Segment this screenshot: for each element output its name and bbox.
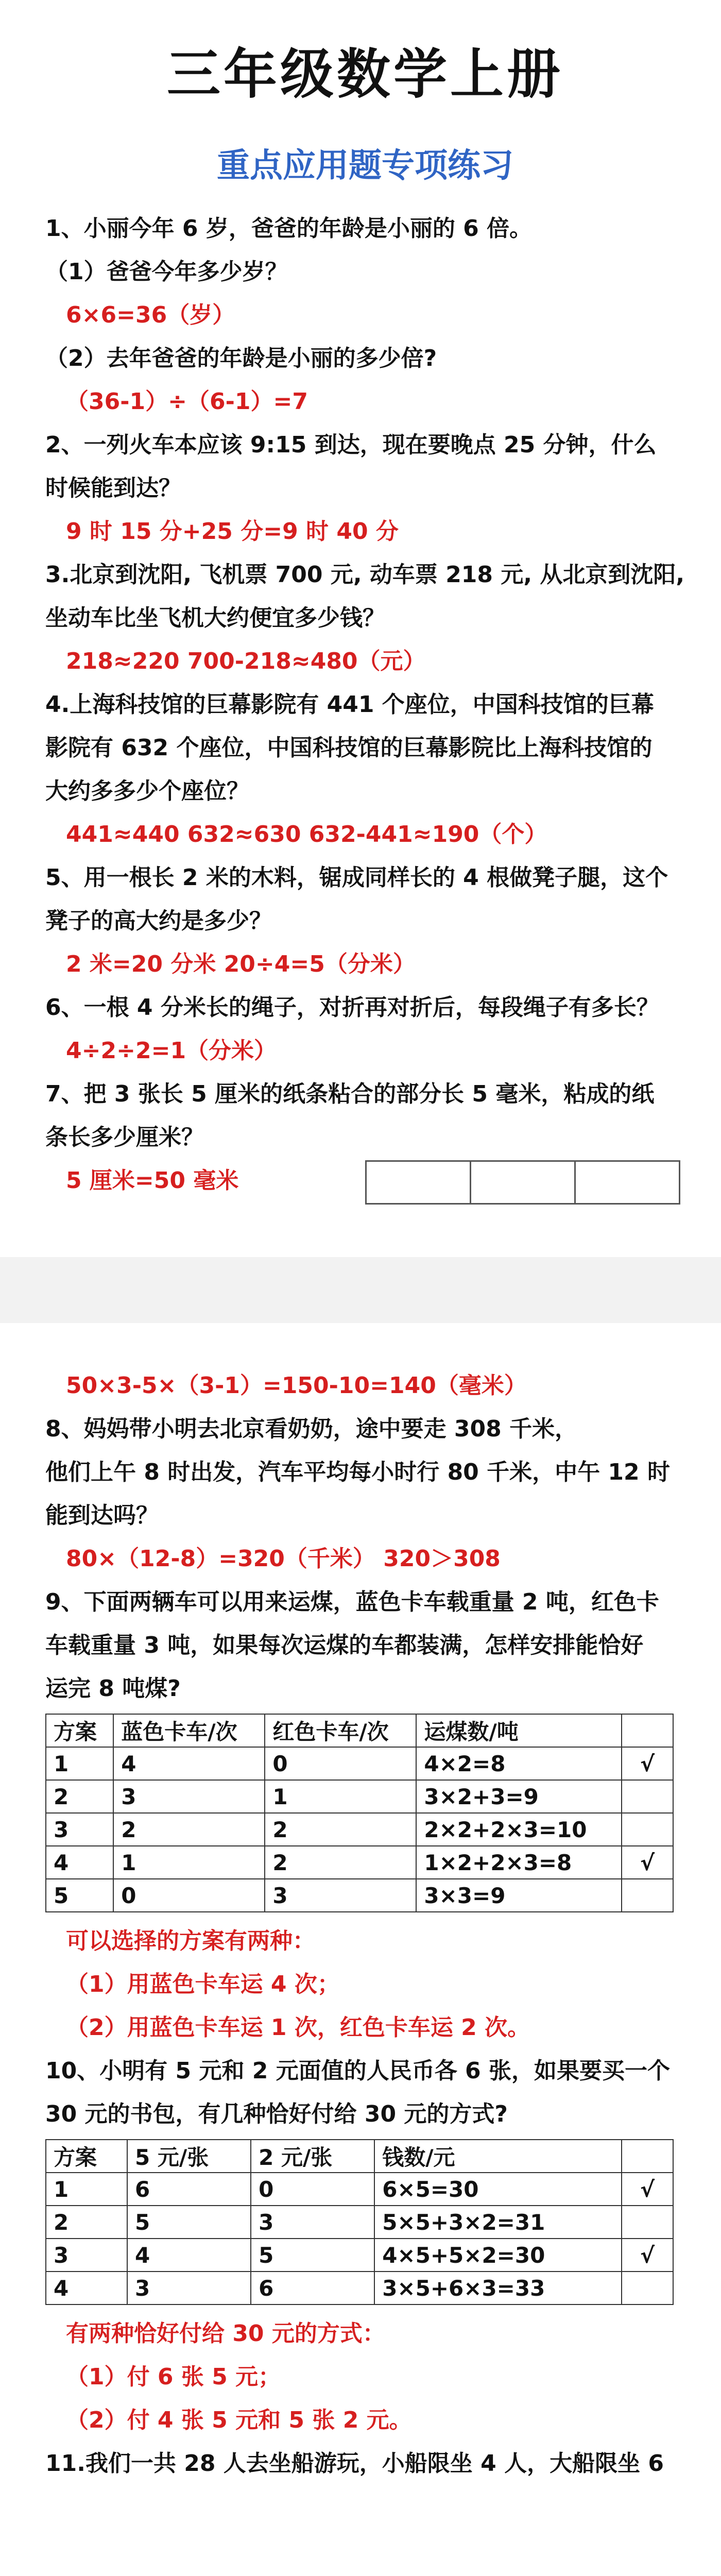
q3-line2: 坐动车比坐飞机大约便宜多少钱？ bbox=[45, 605, 385, 631]
q8-line2: 他们上午 8 时出发，汽车平均每小时行 80 千米，中午 12 时 bbox=[45, 1459, 670, 1485]
table-cell: 3×2+3=9 bbox=[416, 1780, 622, 1813]
q1-part2: （2）去年爸爸的年龄是小丽的多少倍? bbox=[45, 345, 437, 371]
q9-answer-title: 可以选择的方案有两种： bbox=[66, 1928, 315, 1954]
page-subtitle: 重点应用题专项练习 bbox=[217, 147, 513, 185]
checkmark-cell: √ bbox=[622, 2173, 673, 2206]
table-row bbox=[46, 2272, 673, 2304]
q5-line2: 凳子的高大约是多少？ bbox=[45, 908, 272, 934]
table-cell: 5 bbox=[251, 2239, 374, 2272]
table-cell: 6×5=30 bbox=[374, 2173, 622, 2206]
table-cell: 1 bbox=[265, 1780, 416, 1813]
q3-line1: 3.北京到沈阳, 飞机票 700 元, 动车票 218 元, 从北京到沈阳, bbox=[45, 562, 685, 588]
table-cell: 3 bbox=[46, 2239, 127, 2272]
q10-line2: 30 元的书包，有几种恰好付给 30 元的方式? bbox=[45, 2101, 508, 2127]
table-cell: 3 bbox=[46, 1813, 113, 1846]
table-cell: 2 bbox=[113, 1813, 265, 1846]
table-cell: 2 bbox=[46, 2206, 127, 2239]
q1-stem: 1、小丽今年 6 岁，爸爸的年龄是小丽的 6 倍。 bbox=[45, 215, 533, 242]
table-cell: 2×2+2×3=10 bbox=[416, 1813, 622, 1846]
table-cell: 3 bbox=[127, 2272, 251, 2304]
page-gap bbox=[0, 1257, 721, 1323]
table-cell: 4 bbox=[127, 2239, 251, 2272]
q11-line1: 11.我们一共 28 人去坐船游玩，小船限坐 4 人，大船限坐 6 bbox=[45, 2450, 664, 2477]
q6-line1: 6、一根 4 分米长的绳子，对折再对折后，每段绳子有多长？ bbox=[45, 994, 659, 1021]
table-cell: 4×5+5×2=30 bbox=[374, 2239, 622, 2272]
q4-line1: 4.上海科技馆的巨幕影院有 441 个座位，中国科技馆的巨幕 bbox=[45, 691, 654, 718]
q6-answer: 4÷2÷2=1（分米） bbox=[66, 1038, 277, 1064]
q10-answer-title: 有两种恰好付给 30 元的方式： bbox=[66, 2320, 385, 2347]
table-cell: 3×3=9 bbox=[416, 1879, 622, 1912]
q1-part1: （1）爸爸今年多少岁？ bbox=[45, 259, 288, 285]
q7-answer1-row bbox=[45, 1159, 685, 1205]
table-header-cell bbox=[622, 1714, 673, 1747]
q9-table bbox=[45, 1714, 674, 1912]
table-cell: 2 bbox=[265, 1846, 416, 1879]
paper-strip-diagram bbox=[365, 1160, 679, 1205]
checkmark-cell: √ bbox=[622, 2239, 673, 2272]
table-header-cell: 方案 bbox=[46, 1714, 113, 1747]
table-row bbox=[46, 1846, 673, 1879]
checkmark-cell bbox=[622, 1813, 673, 1846]
q7-answer2: 50×3-5×（3-1）=150-10=140（毫米） bbox=[66, 1372, 527, 1399]
q2-answer: 9 时 15 分+25 分=9 时 40 分 bbox=[66, 518, 399, 545]
q2-line2: 时候能到达？ bbox=[45, 475, 181, 501]
table-row bbox=[46, 2239, 673, 2272]
q3-answer: 218≈220 700-218≈480（元） bbox=[66, 648, 426, 674]
q8-line3: 能到达吗？ bbox=[45, 1502, 159, 1529]
page-title: 三年级数学上册 bbox=[166, 43, 563, 106]
table-cell: 2 bbox=[265, 1813, 416, 1846]
table-cell: 0 bbox=[113, 1879, 265, 1912]
checkmark-cell: √ bbox=[622, 1846, 673, 1879]
table-header-cell: 红色卡车/次 bbox=[265, 1714, 416, 1747]
q5-line1: 5、用一根长 2 米的木料，锯成同样长的 4 根做凳子腿，这个 bbox=[45, 865, 668, 891]
table-cell: 3 bbox=[265, 1879, 416, 1912]
table-header-cell bbox=[622, 2140, 673, 2173]
table-cell: 4 bbox=[46, 1846, 113, 1879]
table-cell: 6 bbox=[127, 2173, 251, 2206]
table-cell: 1 bbox=[46, 2173, 127, 2206]
table-header-row bbox=[46, 1714, 673, 1747]
table-row bbox=[46, 2173, 673, 2206]
table-header-cell: 钱数/元 bbox=[374, 2140, 622, 2173]
table-row bbox=[46, 1813, 673, 1846]
table-cell: 4×2=8 bbox=[416, 1747, 622, 1780]
q8-answer: 80×（12-8）=320（千米） 320＞308 bbox=[66, 1546, 501, 1572]
table-header-row bbox=[46, 2140, 673, 2173]
table-header-cell: 2 元/张 bbox=[251, 2140, 374, 2173]
table-cell: 5 bbox=[46, 1879, 113, 1912]
table-header-cell: 5 元/张 bbox=[127, 2140, 251, 2173]
q10-answer2: （2）付 4 张 5 元和 5 张 2 元。 bbox=[66, 2407, 412, 2433]
q9-line1: 9、下面两辆车可以用来运煤，蓝色卡车载重量 2 吨，红色卡 bbox=[45, 1589, 659, 1615]
worksheet-page-2 bbox=[0, 1323, 721, 2576]
q10-answer1: （1）付 6 张 5 元； bbox=[66, 2364, 281, 2390]
q9-line2: 车载重量 3 吨，如果每次运煤的车都装满，怎样安排能恰好 bbox=[45, 1632, 644, 1658]
page-1-content bbox=[45, 0, 685, 1205]
table-row bbox=[46, 1747, 673, 1780]
table-row bbox=[46, 1780, 673, 1813]
q2-line1: 2、一列火车本应该 9:15 到达，现在要晚点 25 分钟，什么 bbox=[45, 432, 657, 458]
table-row bbox=[46, 1879, 673, 1912]
q4-line2: 影院有 632 个座位，中国科技馆的巨幕影院比上海科技馆的 bbox=[45, 735, 653, 761]
checkmark-cell bbox=[622, 2272, 673, 2304]
table-header-cell: 方案 bbox=[46, 2140, 127, 2173]
table-cell: 6 bbox=[251, 2272, 374, 2304]
q4-line3: 大约多多少个座位？ bbox=[45, 778, 249, 804]
strip-cell bbox=[574, 1160, 680, 1205]
q4-answer: 441≈440 632≈630 632-441≈190（个） bbox=[66, 821, 547, 848]
table-cell: 1×2+2×3=8 bbox=[416, 1846, 622, 1879]
page-2-content bbox=[45, 1364, 685, 2485]
q9-answer2: （2）用蓝色卡车运 1 次，红色卡车运 2 次。 bbox=[66, 2014, 530, 2041]
worksheet-page-1 bbox=[0, 0, 721, 1257]
q7-line2: 条长多少厘米？ bbox=[45, 1124, 204, 1150]
q5-answer: 2 米=20 分米 20÷4=5（分米） bbox=[66, 951, 416, 977]
q8-line1: 8、妈妈带小明去北京看奶奶，途中要走 308 千米， bbox=[45, 1416, 578, 1442]
checkmark-cell bbox=[622, 1780, 673, 1813]
strip-cell bbox=[470, 1160, 576, 1205]
table-cell: 0 bbox=[265, 1747, 416, 1780]
table-cell: 3×5+6×3=33 bbox=[374, 2272, 622, 2304]
q1-answer1: 6×6=36（岁） bbox=[66, 302, 235, 328]
table-header-cell: 运煤数/吨 bbox=[416, 1714, 622, 1747]
table-header-cell: 蓝色卡车/次 bbox=[113, 1714, 265, 1747]
strip-cell bbox=[365, 1160, 471, 1205]
table-cell: 4 bbox=[113, 1747, 265, 1780]
table-cell: 1 bbox=[113, 1846, 265, 1879]
table-cell: 5×5+3×2=31 bbox=[374, 2206, 622, 2239]
checkmark-cell bbox=[622, 1879, 673, 1912]
q9-line3: 运完 8 吨煤? bbox=[45, 1675, 181, 1702]
table-row bbox=[46, 2206, 673, 2239]
q10-table bbox=[45, 2139, 674, 2305]
table-cell: 1 bbox=[46, 1747, 113, 1780]
q1-answer2: （36-1）÷（6-1）=7 bbox=[66, 388, 308, 415]
q9-answer1: （1）用蓝色卡车运 4 次； bbox=[66, 1971, 340, 1997]
checkmark-cell: √ bbox=[622, 1747, 673, 1780]
table-cell: 4 bbox=[46, 2272, 127, 2304]
table-cell: 3 bbox=[251, 2206, 374, 2239]
table-cell: 2 bbox=[46, 1780, 113, 1813]
q10-line1: 10、小明有 5 元和 2 元面值的人民币各 6 张，如果要买一个 bbox=[45, 2058, 670, 2084]
table-cell: 5 bbox=[127, 2206, 251, 2239]
table-cell: 3 bbox=[113, 1780, 265, 1813]
table-cell: 0 bbox=[251, 2173, 374, 2206]
q7-answer1: 5 厘米=50 毫米 bbox=[66, 1167, 239, 1194]
q7-line1: 7、把 3 张长 5 厘米的纸条粘合的部分长 5 毫米，粘成的纸 bbox=[45, 1081, 655, 1107]
checkmark-cell bbox=[622, 2206, 673, 2239]
